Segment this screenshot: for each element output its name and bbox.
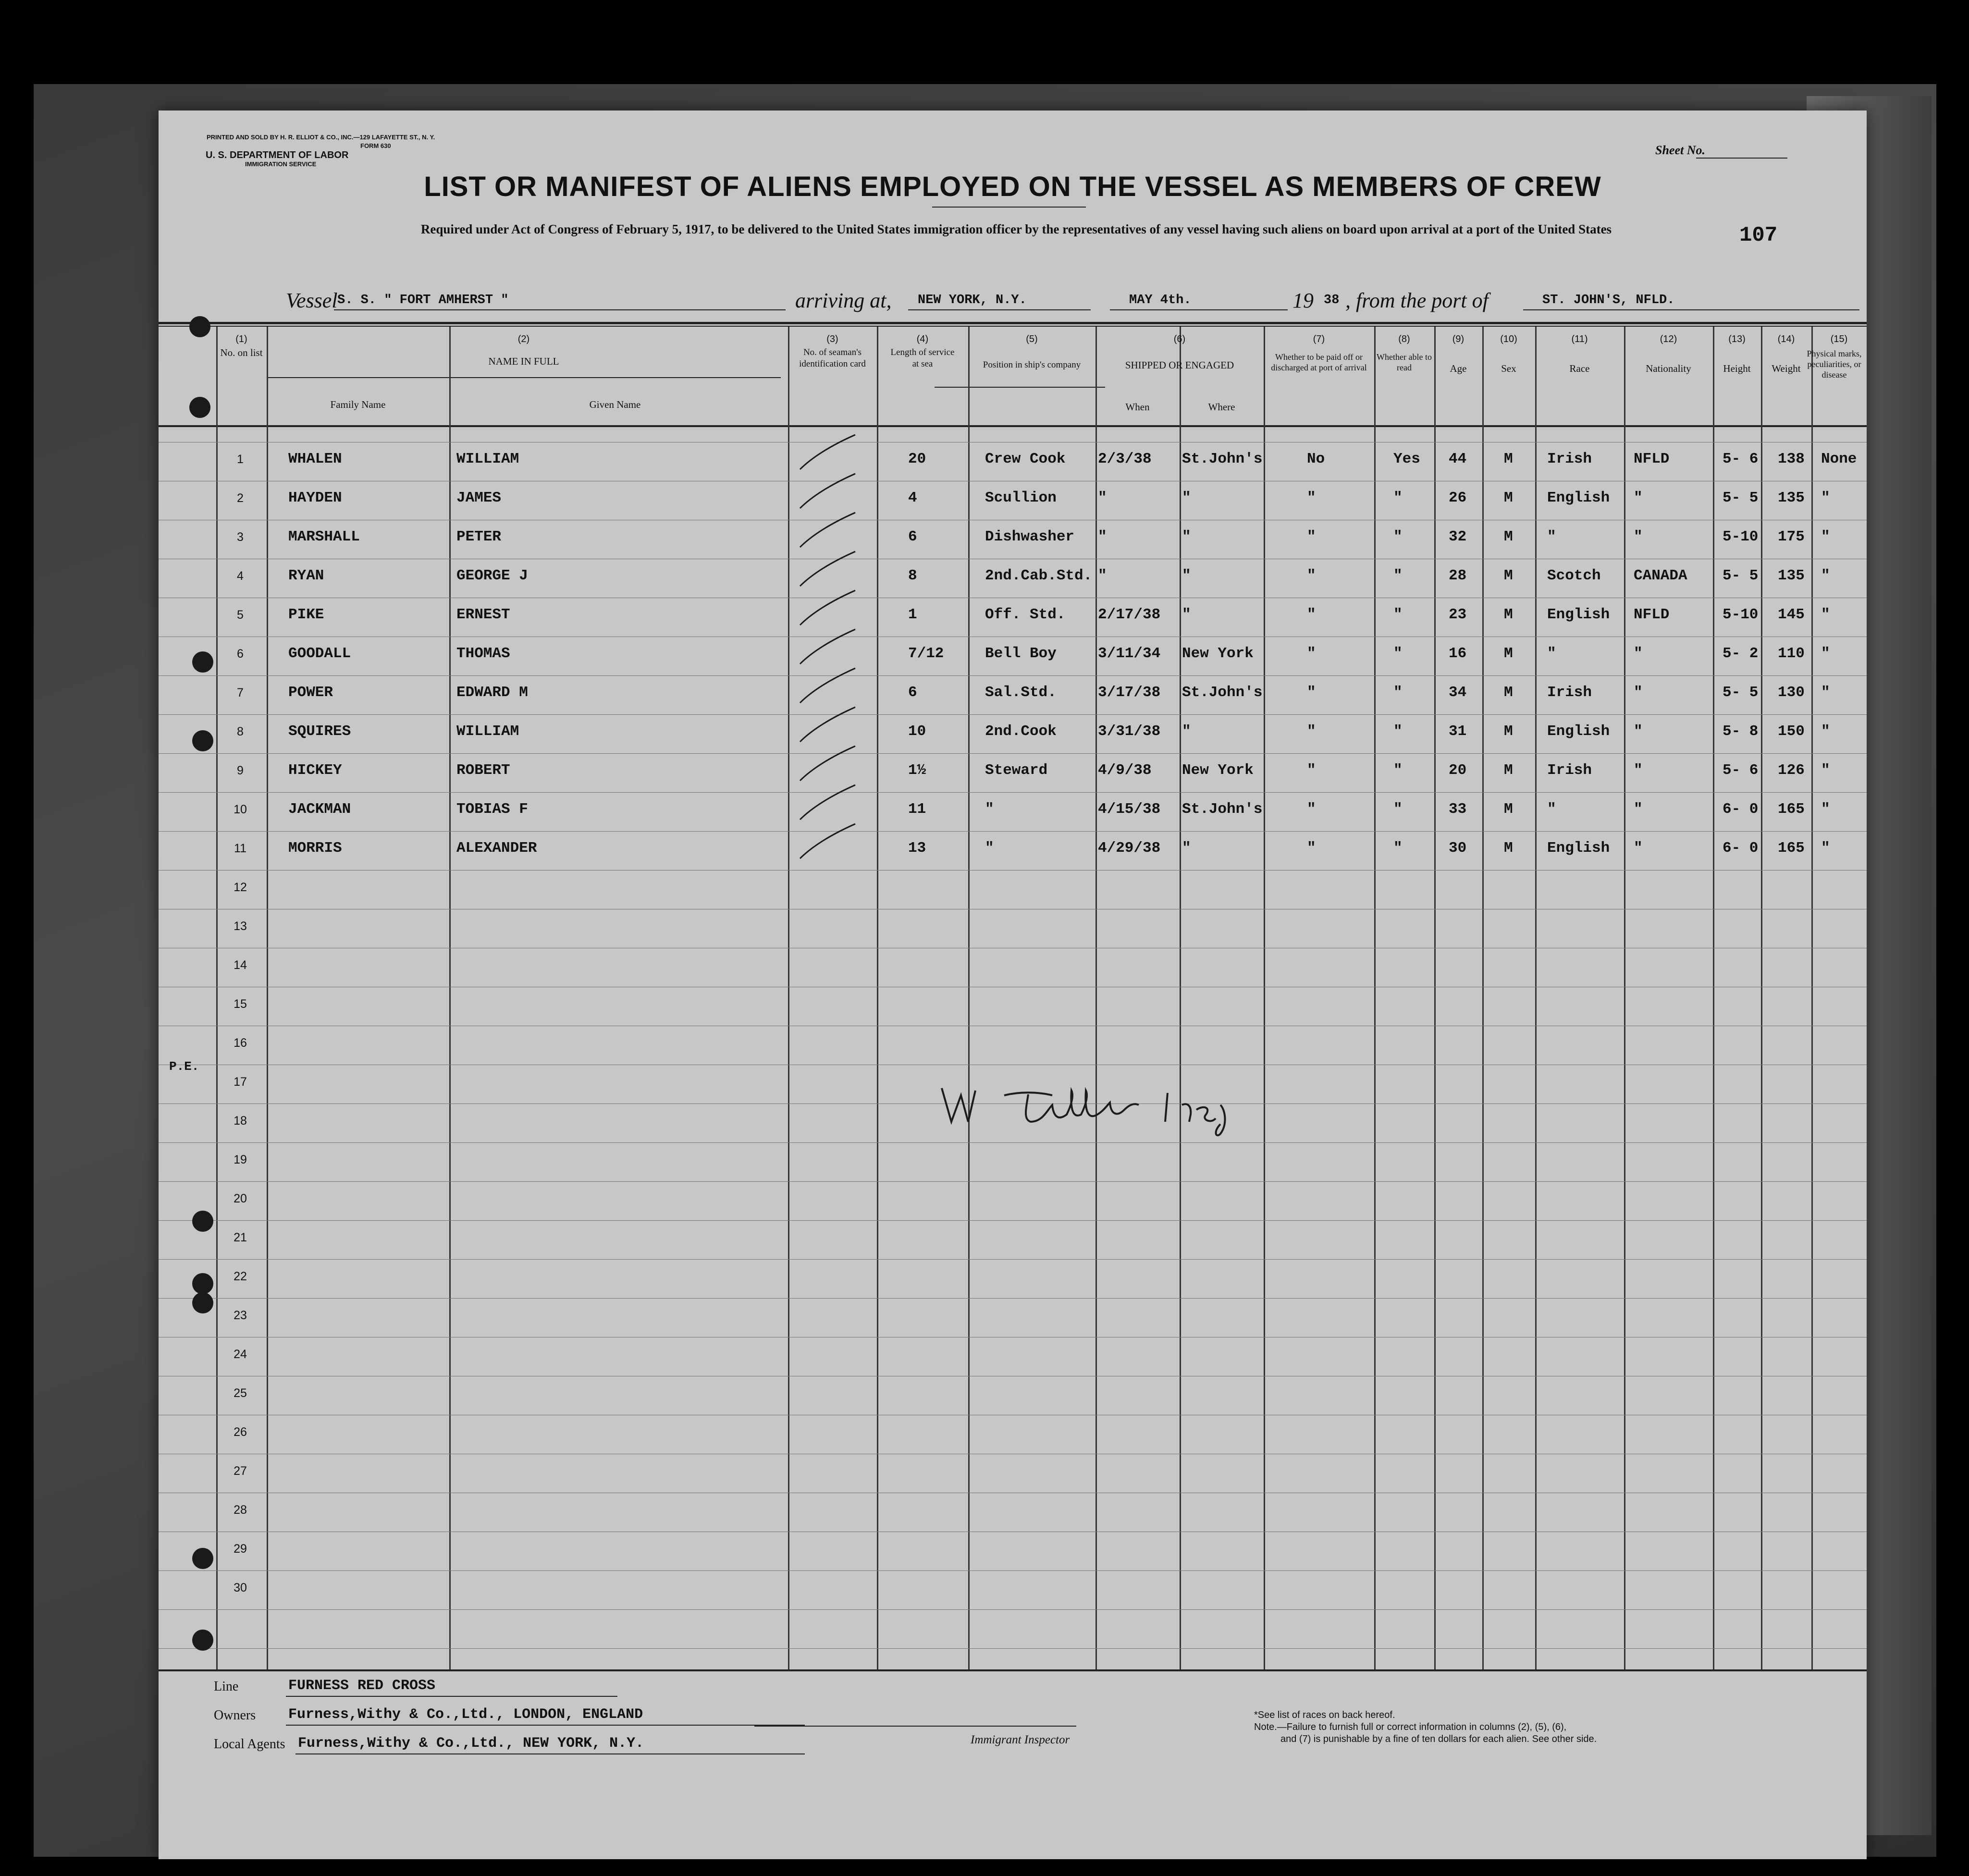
nationality: " xyxy=(1634,645,1643,662)
weight: 110 xyxy=(1778,645,1805,662)
row-number: 24 xyxy=(234,1348,247,1361)
row-number: 15 xyxy=(234,997,247,1011)
race: Irish xyxy=(1547,684,1592,701)
physical-marks: " xyxy=(1821,490,1830,506)
position: " xyxy=(985,801,994,818)
service-length: 7/12 xyxy=(908,645,944,662)
service-length: 20 xyxy=(908,451,926,467)
col-num-5: (5) xyxy=(1026,334,1038,344)
shipped-where: New York xyxy=(1182,645,1254,662)
sex: M xyxy=(1504,801,1513,818)
col-header-race: Race xyxy=(1569,363,1590,374)
physical-marks: " xyxy=(1821,567,1830,584)
crew-table xyxy=(159,322,1867,1672)
col-header-height: Height xyxy=(1723,363,1751,374)
col-header-id-card: No. of seaman's identification card xyxy=(799,347,866,369)
shipped-where: St.John's xyxy=(1182,451,1263,467)
given-name: TOBIAS F xyxy=(456,801,528,818)
col-header-name: NAME IN FULL xyxy=(488,356,559,367)
family-name: MORRIS xyxy=(288,840,342,857)
local-agents-label: Local Agents xyxy=(214,1737,285,1752)
inspector-signature-line xyxy=(754,1726,1076,1727)
sex: M xyxy=(1504,645,1513,662)
nationality: " xyxy=(1634,840,1643,857)
col-header-number: No. on list xyxy=(220,347,263,358)
service-length: 1½ xyxy=(908,762,926,779)
height: 5- 8 xyxy=(1723,723,1759,740)
family-name: GOODALL xyxy=(288,645,351,662)
row-number: 13 xyxy=(234,920,247,933)
row-number: 19 xyxy=(234,1153,247,1166)
weight: 150 xyxy=(1778,723,1805,740)
shipped-where: New York xyxy=(1182,762,1254,779)
col-num-12: (12) xyxy=(1660,334,1677,344)
physical-marks: " xyxy=(1821,684,1830,701)
inspector-label: Immigrant Inspector xyxy=(971,1733,1070,1746)
position: 2nd.Cab.Std. xyxy=(985,567,1093,584)
row-number: 1 xyxy=(237,453,244,466)
col-header-nationality: Nationality xyxy=(1646,363,1691,374)
col-header-weight: Weight xyxy=(1772,363,1801,374)
row-number: 29 xyxy=(234,1542,247,1556)
able-to-read: Yes xyxy=(1393,451,1420,467)
col-header-where: Where xyxy=(1208,401,1235,413)
shipped-where: " xyxy=(1182,723,1191,740)
age: 26 xyxy=(1449,490,1467,506)
binder-hole xyxy=(192,730,213,751)
weight: 135 xyxy=(1778,567,1805,584)
shipped-when: " xyxy=(1098,528,1107,545)
shipped-when: 3/17/38 xyxy=(1098,684,1161,701)
height: 5-10 xyxy=(1723,528,1759,545)
binder-hole xyxy=(192,1211,213,1232)
service-length: 6 xyxy=(908,528,917,545)
col-header-marks: Physical marks, peculiarities, or disease xyxy=(1807,349,1862,380)
family-name: RYAN xyxy=(288,567,324,584)
shipped-when: " xyxy=(1098,490,1107,506)
row-number: 4 xyxy=(237,569,244,583)
position: Steward xyxy=(985,762,1048,779)
given-name: PETER xyxy=(456,528,502,545)
position: " xyxy=(985,840,994,857)
position: Bell Boy xyxy=(985,645,1057,662)
paid-off: " xyxy=(1307,528,1316,545)
departure-port: ST. JOHN'S, NFLD. xyxy=(1542,293,1675,307)
race: Irish xyxy=(1547,762,1592,779)
nationality: " xyxy=(1634,490,1643,506)
weight: 126 xyxy=(1778,762,1805,779)
row-number: 22 xyxy=(234,1270,247,1283)
shipped-where: " xyxy=(1182,606,1191,623)
arrival-date: MAY 4th. xyxy=(1129,293,1192,307)
col-num-11: (11) xyxy=(1571,334,1588,344)
nationality: CANADA xyxy=(1634,567,1687,584)
able-to-read: " xyxy=(1393,801,1403,818)
year-prefix: 19 xyxy=(1292,289,1314,312)
physical-marks: " xyxy=(1821,723,1830,740)
col-num-10: (10) xyxy=(1500,334,1517,344)
col-header-shipped: SHIPPED OR ENGAGED xyxy=(1125,359,1234,371)
row-number: 14 xyxy=(234,958,247,972)
printer-line: PRINTED AND SOLD BY H. R. ELLIOT & CO., INC.—129 LAFAYETTE ST., N. Y. xyxy=(207,134,435,141)
race: Scotch xyxy=(1547,567,1601,584)
col-num-9: (9) xyxy=(1452,334,1464,344)
age: 34 xyxy=(1449,684,1467,701)
col-num-15: (15) xyxy=(1830,334,1848,344)
races-note: *See list of races on back hereof. xyxy=(1254,1710,1395,1720)
id-card-check-mark xyxy=(798,781,860,824)
given-name: WILLIAM xyxy=(456,451,519,467)
able-to-read: " xyxy=(1393,684,1403,701)
manifest-sheet xyxy=(159,110,1867,1859)
binder-hole xyxy=(192,1273,213,1294)
able-to-read: " xyxy=(1393,528,1403,545)
race: English xyxy=(1547,490,1610,506)
form-number: FORM 630 xyxy=(360,142,391,149)
id-card-check-mark xyxy=(798,431,860,474)
row-number: 6 xyxy=(237,647,244,661)
id-card-check-mark xyxy=(798,625,860,669)
physical-marks: " xyxy=(1821,801,1830,818)
nationality: " xyxy=(1634,684,1643,701)
paid-off: " xyxy=(1307,723,1316,740)
family-name: SQUIRES xyxy=(288,723,351,740)
shipped-when: 2/3/38 xyxy=(1098,451,1152,467)
row-number: 10 xyxy=(234,803,247,816)
family-name: HICKEY xyxy=(288,762,342,779)
col-num-4: (4) xyxy=(916,334,929,344)
id-card-check-mark xyxy=(798,664,860,708)
id-card-check-mark xyxy=(798,742,860,785)
service-length: 13 xyxy=(908,840,926,857)
sex: M xyxy=(1504,567,1513,584)
sheet-number-label: Sheet No. xyxy=(1655,143,1705,157)
able-to-read: " xyxy=(1393,606,1403,623)
row-number: 11 xyxy=(234,842,246,855)
binder-hole xyxy=(189,316,210,337)
col-header-family: Family Name xyxy=(330,399,386,410)
row-number: 16 xyxy=(234,1036,247,1050)
nationality: " xyxy=(1634,762,1643,779)
given-name: ALEXANDER xyxy=(456,840,537,857)
physical-marks: " xyxy=(1821,528,1830,545)
col-num-1: (1) xyxy=(235,334,247,344)
arriving-label: arriving at, xyxy=(795,289,892,312)
position: 2nd.Cook xyxy=(985,723,1057,740)
row-number: 27 xyxy=(234,1464,247,1478)
nationality: " xyxy=(1634,528,1643,545)
col-header-position: Position in ship's company xyxy=(983,360,1081,370)
paid-off: No xyxy=(1307,451,1325,467)
inspector-signature xyxy=(927,1076,1331,1139)
line-label: Line xyxy=(214,1679,239,1694)
age: 23 xyxy=(1449,606,1467,623)
height: 5- 6 xyxy=(1723,451,1759,467)
physical-marks: " xyxy=(1821,762,1830,779)
sex: M xyxy=(1504,451,1513,467)
nationality: NFLD xyxy=(1634,451,1670,467)
row-number: 23 xyxy=(234,1309,247,1322)
height: 5- 5 xyxy=(1723,684,1759,701)
row-number: 28 xyxy=(234,1503,247,1517)
sex: M xyxy=(1504,490,1513,506)
family-name: HAYDEN xyxy=(288,490,342,506)
able-to-read: " xyxy=(1393,567,1403,584)
row-number: 5 xyxy=(237,608,244,622)
race: English xyxy=(1547,723,1610,740)
id-card-check-mark xyxy=(798,587,860,630)
vessel-name: S. S. " FORT AMHERST " xyxy=(337,293,509,307)
height: 5-10 xyxy=(1723,606,1759,623)
row-number: 20 xyxy=(234,1192,247,1205)
able-to-read: " xyxy=(1393,490,1403,506)
vessel-label: Vessel xyxy=(286,289,338,312)
row-number: 7 xyxy=(237,686,244,699)
family-name: POWER xyxy=(288,684,333,701)
given-name: GEORGE J xyxy=(456,567,528,584)
col-header-age: Age xyxy=(1450,363,1467,374)
col-num-7: (7) xyxy=(1313,334,1325,344)
weight: 138 xyxy=(1778,451,1805,467)
paid-off: " xyxy=(1307,801,1316,818)
shipped-when: 4/9/38 xyxy=(1098,762,1152,779)
age: 31 xyxy=(1449,723,1467,740)
id-card-check-mark xyxy=(798,470,860,513)
col-num-8: (8) xyxy=(1398,334,1410,344)
given-name: THOMAS xyxy=(456,645,510,662)
local-agents: Furness,Withy & Co.,Ltd., NEW YORK, N.Y. xyxy=(298,1735,644,1752)
fine-note-1: Note.—Failure to furnish full or correct information in columns (2), (5), (6), xyxy=(1254,1722,1567,1732)
weight: 135 xyxy=(1778,490,1805,506)
position: Dishwasher xyxy=(985,528,1075,545)
age: 20 xyxy=(1449,762,1467,779)
id-card-check-mark xyxy=(798,548,860,591)
position: Off. Std. xyxy=(985,606,1066,623)
race: " xyxy=(1547,645,1556,662)
row-number: 26 xyxy=(234,1425,247,1439)
shipped-when: 4/29/38 xyxy=(1098,840,1161,857)
id-card-check-mark xyxy=(798,820,860,863)
service: IMMIGRATION SERVICE xyxy=(245,160,317,168)
department: U. S. DEPARTMENT OF LABOR xyxy=(206,150,349,160)
row-number: 25 xyxy=(234,1386,247,1400)
col-num-2: (2) xyxy=(517,334,530,344)
age: 33 xyxy=(1449,801,1467,818)
able-to-read: " xyxy=(1393,840,1403,857)
binder-hole xyxy=(192,1548,213,1569)
col-num-14: (14) xyxy=(1777,334,1795,344)
race: English xyxy=(1547,606,1610,623)
margin-note: P.E. xyxy=(169,1059,199,1074)
arriving-port: NEW YORK, N.Y. xyxy=(918,293,1027,307)
shipped-when: 3/31/38 xyxy=(1098,723,1161,740)
id-card-check-mark xyxy=(798,703,860,747)
height: 5- 6 xyxy=(1723,762,1759,779)
page-number: 107 xyxy=(1739,223,1778,247)
race: English xyxy=(1547,840,1610,857)
weight: 165 xyxy=(1778,840,1805,857)
sex: M xyxy=(1504,762,1513,779)
family-name: MARSHALL xyxy=(288,528,360,545)
physical-marks: None xyxy=(1821,451,1857,467)
shipped-when: 2/17/38 xyxy=(1098,606,1161,623)
sex: M xyxy=(1504,606,1513,623)
weight: 175 xyxy=(1778,528,1805,545)
binder-hole xyxy=(192,1630,213,1651)
weight: 145 xyxy=(1778,606,1805,623)
sex: M xyxy=(1504,723,1513,740)
shipped-where: " xyxy=(1182,490,1191,506)
family-name: PIKE xyxy=(288,606,324,623)
binder-hole xyxy=(192,651,213,673)
given-name: ERNEST xyxy=(456,606,510,623)
height: 6- 0 xyxy=(1723,840,1759,857)
binder-hole xyxy=(192,1292,213,1313)
shipped-where: St.John's xyxy=(1182,801,1263,818)
col-header-when: When xyxy=(1125,401,1150,413)
height: 6- 0 xyxy=(1723,801,1759,818)
shipped-where: " xyxy=(1182,528,1191,545)
service-length: 8 xyxy=(908,567,917,584)
position: Sal.Std. xyxy=(985,684,1057,701)
col-num-13: (13) xyxy=(1728,334,1746,344)
able-to-read: " xyxy=(1393,723,1403,740)
row-number: 8 xyxy=(237,725,244,738)
sheet-number-field xyxy=(1696,158,1787,159)
age: 44 xyxy=(1449,451,1467,467)
col-header-service: Length of service at sea xyxy=(890,347,955,369)
position: Crew Cook xyxy=(985,451,1066,467)
race: " xyxy=(1547,528,1556,545)
title-rule xyxy=(932,207,1086,208)
row-number: 17 xyxy=(234,1075,247,1089)
id-card-check-mark xyxy=(798,509,860,552)
height: 5- 2 xyxy=(1723,645,1759,662)
shipped-where: " xyxy=(1182,567,1191,584)
nationality: NFLD xyxy=(1634,606,1670,623)
line-name: FURNESS RED CROSS xyxy=(288,1678,436,1694)
paid-off: " xyxy=(1307,567,1316,584)
row-number: 12 xyxy=(234,881,247,894)
paid-off: " xyxy=(1307,840,1316,857)
weight: 130 xyxy=(1778,684,1805,701)
service-length: 11 xyxy=(908,801,926,818)
age: 16 xyxy=(1449,645,1467,662)
page-subtitle: Required under Act of Congress of February 5, 1917, to be delivered to the United States immigration officer by the representatives of any vessel having such aliens on board upon arrival at a port of the United States xyxy=(420,222,1612,236)
service-length: 10 xyxy=(908,723,926,740)
height: 5- 5 xyxy=(1723,490,1759,506)
weight: 165 xyxy=(1778,801,1805,818)
physical-marks: " xyxy=(1821,840,1830,857)
sex: M xyxy=(1504,528,1513,545)
paid-off: " xyxy=(1307,490,1316,506)
binder-hole xyxy=(189,397,210,418)
col-header-read: Whether able to read xyxy=(1377,352,1432,372)
family-name: JACKMAN xyxy=(288,801,351,818)
shipped-where: " xyxy=(1182,840,1191,857)
able-to-read: " xyxy=(1393,762,1403,779)
able-to-read: " xyxy=(1393,645,1403,662)
row-number: 30 xyxy=(234,1581,247,1594)
row-number: 18 xyxy=(234,1114,247,1128)
position: Scullion xyxy=(985,490,1057,506)
col-header-paid-off: Whether to be paid off or discharged at port of arrival xyxy=(1271,352,1367,372)
col-num-6: (6) xyxy=(1173,334,1186,344)
col-header-given: Given Name xyxy=(589,399,641,410)
age: 32 xyxy=(1449,528,1467,545)
row-number: 21 xyxy=(234,1231,247,1244)
given-name: ROBERT xyxy=(456,762,510,779)
shipped-when: " xyxy=(1098,567,1107,584)
shipped-when: 4/15/38 xyxy=(1098,801,1161,818)
race: Irish xyxy=(1547,451,1592,467)
row-number: 9 xyxy=(237,764,244,777)
paid-off: " xyxy=(1307,606,1316,623)
race: " xyxy=(1547,801,1556,818)
physical-marks: " xyxy=(1821,645,1830,662)
fine-note-2: and (7) is punishable by a fine of ten dollars for each alien. See other side. xyxy=(1280,1734,1597,1744)
col-num-3: (3) xyxy=(826,334,838,344)
row-number: 3 xyxy=(237,530,244,544)
shipped-where: St.John's xyxy=(1182,684,1263,701)
service-length: 6 xyxy=(908,684,917,701)
col-header-sex: Sex xyxy=(1501,363,1516,374)
shipped-when: 3/11/34 xyxy=(1098,645,1161,662)
paid-off: " xyxy=(1307,762,1316,779)
physical-marks: " xyxy=(1821,606,1830,623)
service-length: 4 xyxy=(908,490,917,506)
height: 5- 5 xyxy=(1723,567,1759,584)
nationality: " xyxy=(1634,723,1643,740)
service-length: 1 xyxy=(908,606,917,623)
from-label: , from the port of xyxy=(1345,289,1489,312)
sex: M xyxy=(1504,840,1513,857)
age: 28 xyxy=(1449,567,1467,584)
age: 30 xyxy=(1449,840,1467,857)
family-name: WHALEN xyxy=(288,451,342,467)
nationality: " xyxy=(1634,801,1643,818)
page-title: LIST OR MANIFEST OF ALIENS EMPLOYED ON THE VESSEL AS MEMBERS OF CREW xyxy=(424,171,1601,202)
owners: Furness,Withy & Co.,Ltd., LONDON, ENGLAND xyxy=(288,1706,643,1723)
given-name: WILLIAM xyxy=(456,723,519,740)
paid-off: " xyxy=(1307,684,1316,701)
given-name: EDWARD M xyxy=(456,684,528,701)
row-number: 2 xyxy=(237,491,244,505)
paid-off: " xyxy=(1307,645,1316,662)
year-suffix: 38 xyxy=(1324,293,1340,307)
owners-label: Owners xyxy=(214,1708,256,1723)
sex: M xyxy=(1504,684,1513,701)
given-name: JAMES xyxy=(456,490,502,506)
